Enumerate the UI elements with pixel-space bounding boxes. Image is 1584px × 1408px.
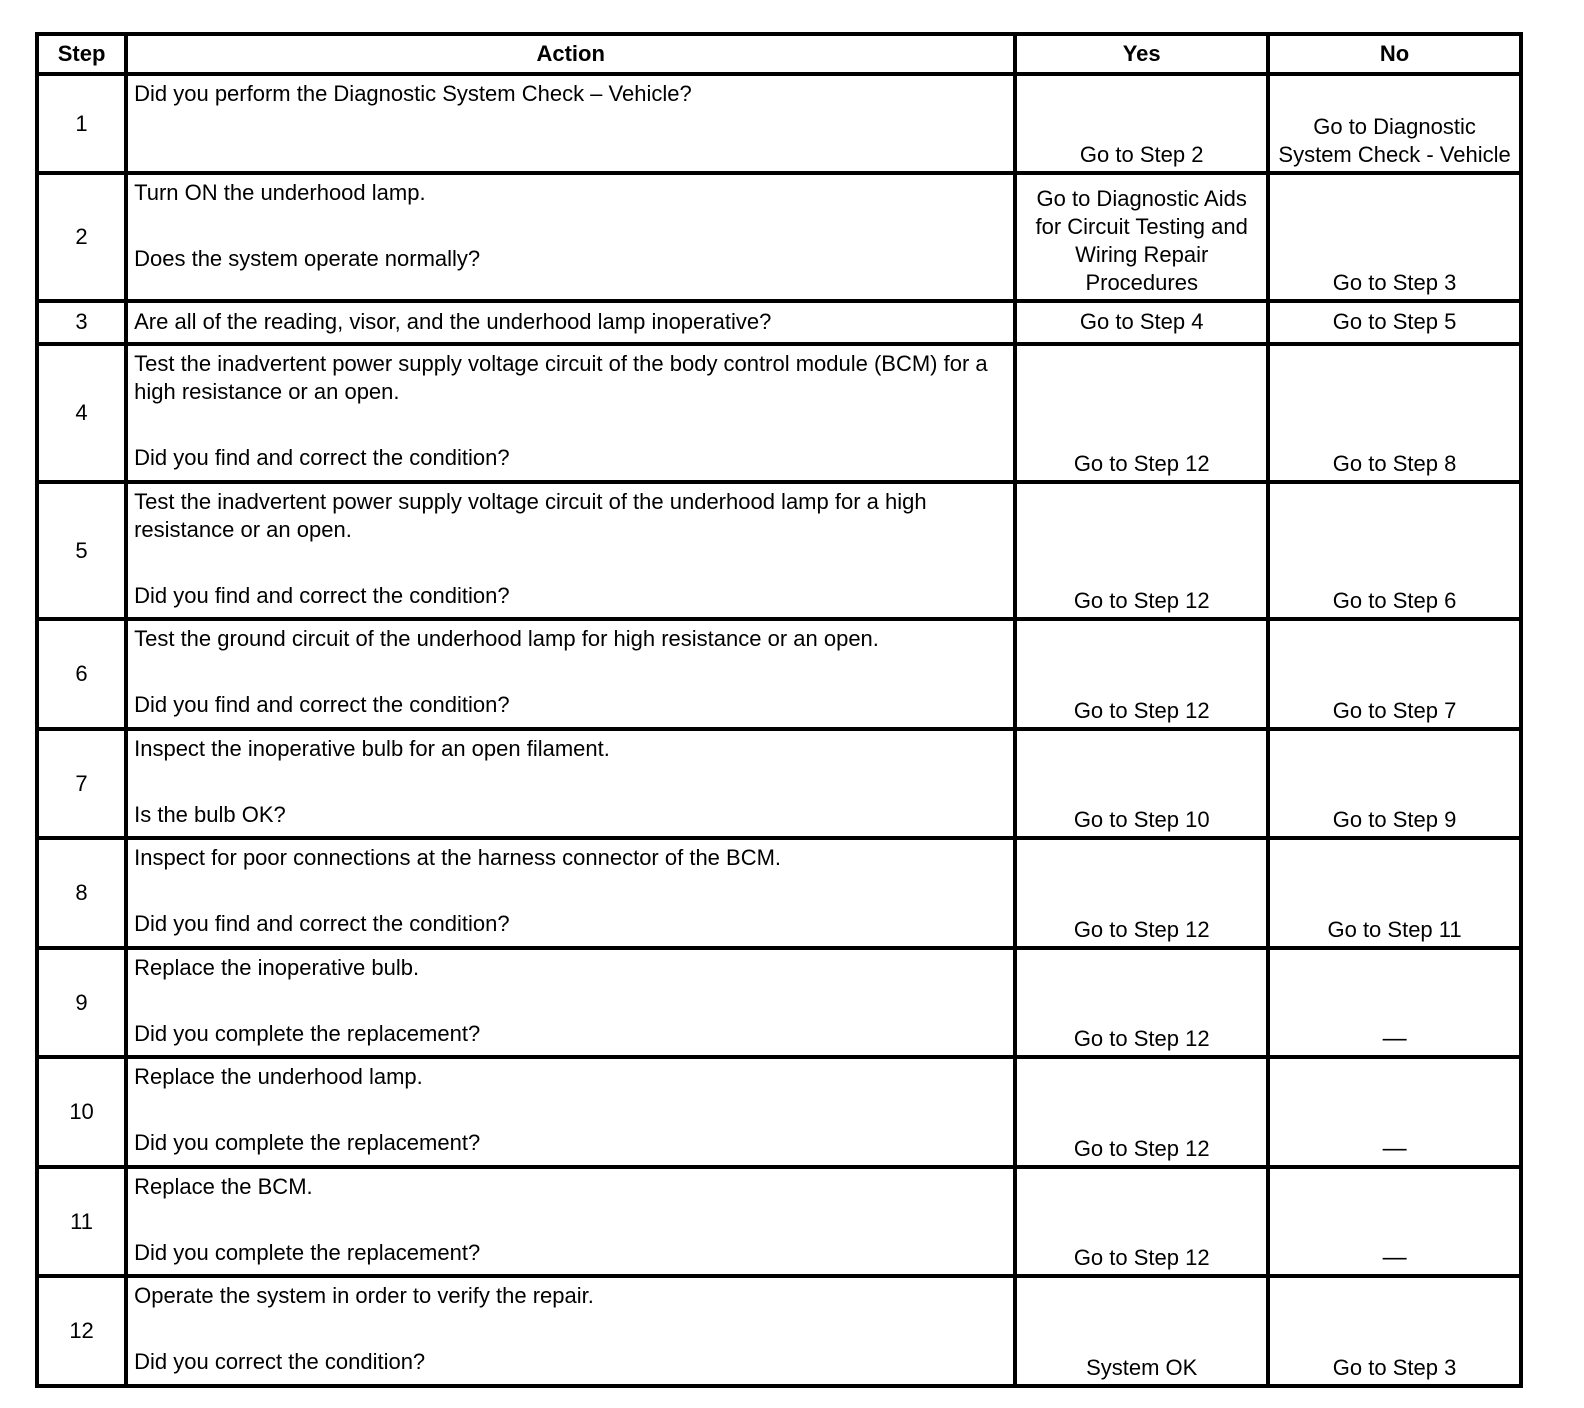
no-result: Go to Step 11 <box>1268 838 1521 948</box>
no-result: Go to Step 6 <box>1268 482 1521 620</box>
question-text: Is the bulb OK? <box>134 801 286 827</box>
step-number: 1 <box>37 74 126 173</box>
no-result: Go to Step 3 <box>1268 173 1521 301</box>
action-cell <box>126 1167 1015 1277</box>
table-row <box>37 729 1521 839</box>
action-cell <box>126 619 1015 729</box>
table-row <box>37 619 1521 729</box>
table-row <box>37 301 1521 344</box>
yes-result: System OK <box>1015 1276 1268 1386</box>
action-text: Did you perform the Diagnostic System Check – Vehicle? <box>134 81 692 106</box>
step-number: 2 <box>37 173 126 301</box>
header-no: No <box>1268 34 1521 74</box>
action-cell <box>126 729 1015 839</box>
yes-result: Go to Step 12 <box>1015 948 1268 1058</box>
question-text: Did you correct the condition? <box>134 1349 426 1375</box>
step-number: 4 <box>37 344 126 482</box>
yes-result: Go to Step 12 <box>1015 1057 1268 1167</box>
yes-result: Go to Diagnostic Aids for Circuit Testing and Wiring Repair Procedures <box>1015 173 1268 301</box>
yes-result: Go to Step 12 <box>1015 482 1268 620</box>
table-row <box>37 74 1521 173</box>
no-result: Go to Step 8 <box>1268 344 1521 482</box>
action-cell <box>126 1276 1015 1386</box>
step-number: 10 <box>37 1057 126 1167</box>
table-row <box>37 173 1521 301</box>
question-text: Does the system operate normally? <box>134 246 481 272</box>
question-text: Did you complete the replacement? <box>134 1020 481 1046</box>
no-result: — <box>1268 1057 1521 1167</box>
yes-result: Go to Step 2 <box>1015 74 1268 173</box>
question-text: Did you find and correct the condition? <box>134 582 510 608</box>
question-text: Did you find and correct the condition? <box>134 911 510 937</box>
step-number: 8 <box>37 838 126 948</box>
step-number: 12 <box>37 1276 126 1386</box>
action-cell <box>126 74 1015 173</box>
table-row <box>37 344 1521 482</box>
diagnostic-table <box>35 32 1523 1388</box>
table-row <box>37 482 1521 620</box>
header-action: Action <box>126 34 1015 74</box>
action-text: Inspect the inoperative bulb for an open filament. <box>134 735 610 761</box>
step-number: 5 <box>37 482 126 620</box>
yes-result: Go to Step 12 <box>1015 838 1268 948</box>
action-text: Operate the system in order to verify the repair. <box>134 1283 594 1309</box>
action-text: Replace the inoperative bulb. <box>134 954 420 980</box>
action-cell <box>126 173 1015 301</box>
action-text: Are all of the reading, visor, and the underhood lamp inoperative? <box>134 309 772 335</box>
no-result: Go to Step 7 <box>1268 619 1521 729</box>
no-result: Go to Step 5 <box>1268 301 1521 344</box>
no-result: Go to Step 9 <box>1268 729 1521 839</box>
step-number: 7 <box>37 729 126 839</box>
table-row <box>37 1276 1521 1386</box>
action-text: Test the inadvertent power supply voltage circuit of the underhood lamp for a high resistance or an open. <box>134 488 927 542</box>
yes-result: Go to Step 10 <box>1015 729 1268 839</box>
step-number: 6 <box>37 619 126 729</box>
question-text: Did you find and correct the condition? <box>134 692 510 718</box>
step-number: 3 <box>37 301 126 344</box>
no-result: Go to Diagnostic System Check - Vehicle <box>1268 74 1521 173</box>
question-text: Did you complete the replacement? <box>134 1130 481 1156</box>
action-cell <box>126 344 1015 482</box>
action-text: Replace the underhood lamp. <box>134 1064 423 1090</box>
header-yes: Yes <box>1015 34 1268 74</box>
action-cell <box>126 301 1015 344</box>
table-row <box>37 1167 1521 1277</box>
question-text: Did you complete the replacement? <box>134 1239 481 1265</box>
table-row <box>37 1057 1521 1167</box>
table-row <box>37 838 1521 948</box>
header-row <box>37 34 1521 74</box>
action-text: Turn ON the underhood lamp. <box>134 180 426 206</box>
yes-result: Go to Step 12 <box>1015 1167 1268 1277</box>
no-result: Go to Step 3 <box>1268 1276 1521 1386</box>
no-result: — <box>1268 1167 1521 1277</box>
action-cell <box>126 482 1015 620</box>
action-cell <box>126 1057 1015 1167</box>
action-cell <box>126 838 1015 948</box>
no-result: — <box>1268 948 1521 1058</box>
action-cell <box>126 948 1015 1058</box>
step-number: 9 <box>37 948 126 1058</box>
table-row <box>37 948 1521 1058</box>
action-text: Test the ground circuit of the underhood lamp for high resistance or an open. <box>134 626 879 652</box>
question-text: Did you find and correct the condition? <box>134 444 510 470</box>
yes-result: Go to Step 12 <box>1015 619 1268 729</box>
action-text: Test the inadvertent power supply voltage circuit of the body control module (BCM) for a high resistance or an open. <box>134 350 988 404</box>
action-text: Replace the BCM. <box>134 1173 313 1199</box>
action-text: Inspect for poor connections at the harness connector of the BCM. <box>134 845 782 871</box>
step-number: 11 <box>37 1167 126 1277</box>
header-step: Step <box>37 34 126 74</box>
yes-result: Go to Step 12 <box>1015 344 1268 482</box>
yes-result: Go to Step 4 <box>1015 301 1268 344</box>
